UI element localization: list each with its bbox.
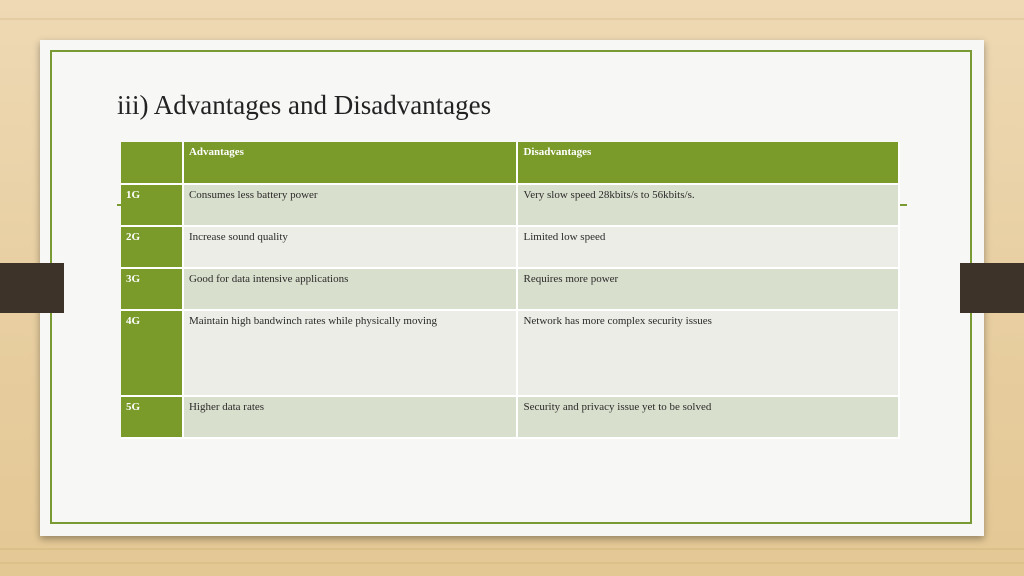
disadvantage-cell: Requires more power [517, 268, 899, 310]
row-generation-label: 2G [121, 226, 183, 268]
advantage-cell: Higher data rates [183, 396, 518, 438]
header-advantages: Advantages [183, 142, 518, 184]
row-generation-label: 5G [121, 396, 183, 438]
header-empty-cell [121, 142, 183, 184]
table-row [121, 396, 899, 438]
accent-line-right [900, 204, 907, 206]
advantage-cell: Increase sound quality [183, 226, 518, 268]
wood-grain [0, 548, 1024, 550]
table-row [121, 268, 899, 310]
table-row [121, 310, 899, 396]
right-decorative-tab [960, 263, 1024, 313]
advantage-cell: Consumes less battery power [183, 184, 518, 226]
advantage-cell: Maintain high bandwinch rates while physically moving [183, 310, 518, 396]
page-title: iii) Advantages and Disadvantages [117, 90, 492, 120]
disadvantage-cell: Security and privacy issue yet to be solved [517, 396, 899, 438]
wood-grain [0, 18, 1024, 20]
table-row [121, 184, 899, 226]
disadvantage-cell: Network has more complex security issues [517, 310, 899, 396]
comparison-table [121, 142, 900, 439]
table-header-row [121, 142, 899, 184]
row-generation-label: 3G [121, 268, 183, 310]
table-row [121, 226, 899, 268]
left-decorative-tab [0, 263, 64, 313]
header-disadvantages: Disadvantages [517, 142, 899, 184]
disadvantage-cell: Very slow speed 28kbits/s to 56kbits/s. [517, 184, 899, 226]
advantage-cell: Good for data intensive applications [183, 268, 518, 310]
disadvantage-cell: Limited low speed [517, 226, 899, 268]
row-generation-label: 4G [121, 310, 183, 396]
wood-grain [0, 562, 1024, 564]
row-generation-label: 1G [121, 184, 183, 226]
